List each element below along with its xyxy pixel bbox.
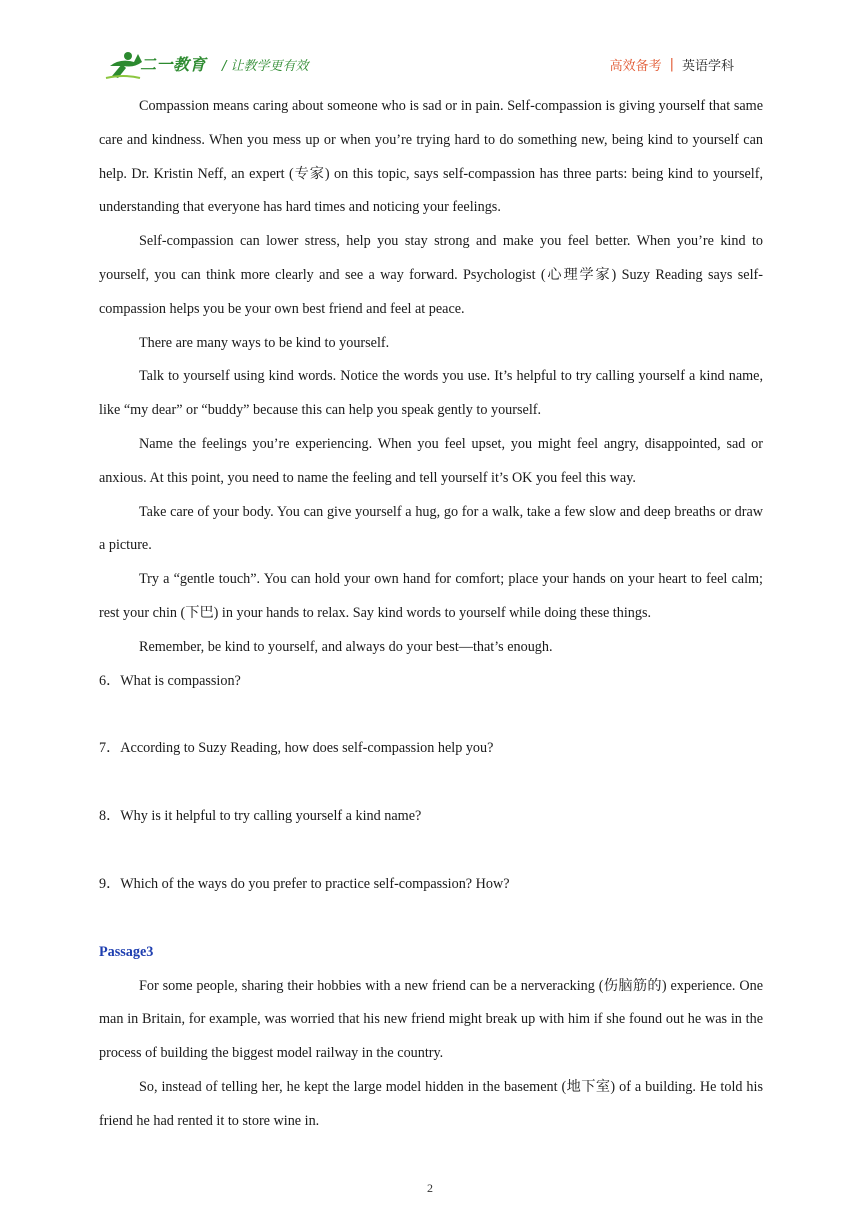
exam-label: 高效备考: [609, 59, 662, 74]
answer-space: [99, 834, 763, 868]
header-separator: |: [669, 57, 674, 72]
paragraph: For some people, sharing their hobbies with a new friend can be a nerveracking (伤脑筋的) experience. One man in Britain, for example, was worried that his new friend might break up with him if she found out he was in the process of building the biggest model railway in the country.: [99, 977, 763, 1062]
logo-text: 二一教育: [140, 55, 207, 74]
paragraph: So, instead of telling her, he kept the large model hidden in the basement (地下室) of a building. He told his friend he had rented it to store wine in.: [99, 1078, 763, 1129]
paragraph: There are many ways to be kind to yourself.: [139, 334, 390, 351]
document-body: [99, 90, 763, 1139]
paragraph: Talk to yourself using kind words. Notice the words you use. It’s helpful to try calling yourself a kind name, like “my dear” or “buddy” because this can help you speak gently to yourself.: [99, 368, 763, 419]
header-right: [610, 55, 734, 74]
question-8: 8．Why is it helpful to try calling yourself a kind name?: [99, 808, 422, 825]
paragraph: Name the feelings you’re experiencing. When you feel upset, you might feel angry, disappointed, sad or anxious. At this point, you need to name the feeling and tell yourself it’s OK you feel this way.: [99, 435, 763, 486]
page-number: 2: [427, 1181, 433, 1195]
answer-space: [99, 902, 763, 936]
paragraph: Compassion means caring about someone who is sad or in pain. Self-compassion is giving yourself that same care and kindness. When you mess up or when you’re trying hard to do something new, being kind to yourself can help. Dr. Kristin Neff, an expert (专家) on this topic, says self-compassion has three parts: being kind to yourself, understanding that everyone has hard times and noticing your feelings.: [99, 98, 763, 216]
paragraph: Try a “gentle touch”. You can hold your own hand for comfort; place your hands on your heart to feel calm; rest your chin (下巴) in your hands to relax. Say kind words to yourself while doing these things.: [99, 571, 763, 621]
answer-space: [99, 698, 763, 732]
question-6: 6．What is compassion?: [99, 672, 241, 689]
paragraph: Self-compassion can lower stress, help you stay strong and make you feel better. When you’re kind to yourself, you can think more clearly and see a way forward. Psychologist (心理学家) Suzy Reading says self-compassion helps you be your own best friend and feel at peace.: [99, 233, 763, 317]
answer-space: [99, 766, 763, 800]
subject-label: 英语学科: [681, 59, 734, 74]
paragraph: Take care of your body. You can give yourself a hug, go for a walk, take a few slow and deep breaths or draw a picture.: [99, 503, 763, 554]
paragraph: Remember, be kind to yourself, and always do your best—that’s enough.: [139, 638, 553, 655]
question-9: 9．Which of the ways do you prefer to practice self-compassion? How?: [99, 875, 510, 892]
passage-title: Passage3: [99, 943, 154, 960]
page-header: [0, 0, 860, 86]
slogan: / 让教学更有效: [222, 59, 309, 74]
question-7: 7．According to Suzy Reading, how does self-compassion help you?: [99, 740, 494, 757]
